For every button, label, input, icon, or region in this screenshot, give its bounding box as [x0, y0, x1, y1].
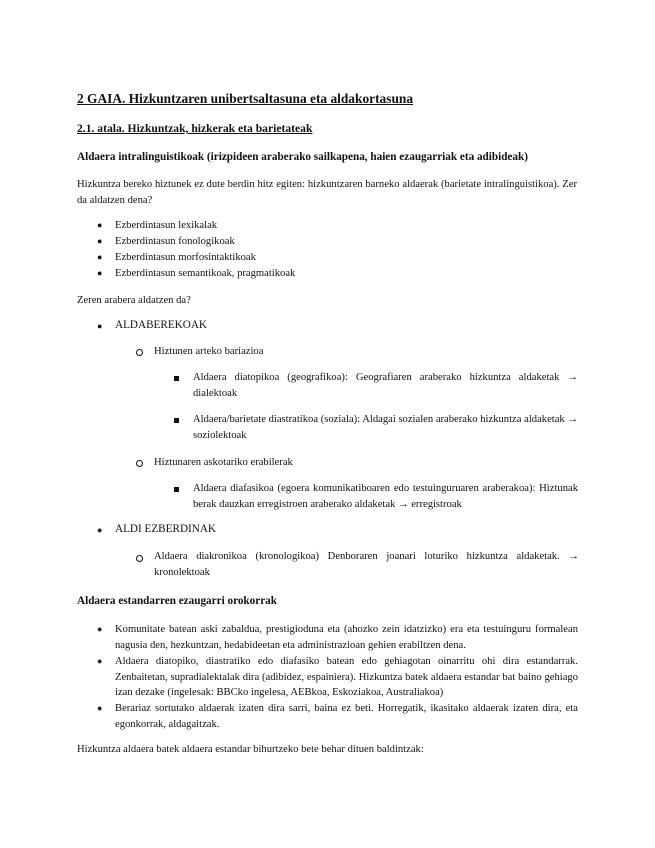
list-item: Berariaz sortutako aldaerak izaten dira sarri, baina ez beti. Horregatik, ikasitako aldaerak izaten dira, eta egonkorrak, aldagaitzak. [115, 703, 578, 730]
sub-category-erabilerak: Hiztunaren askotariko erabilerak [154, 457, 293, 468]
square-bullet [174, 418, 179, 423]
list-item: Ezberdintasun lexikalak [115, 220, 218, 231]
list-item: Aldaera/barietate diastratikoa (soziala): Aldagai sozialen araberako hizkuntza aldaketak → soziolektoak [193, 414, 578, 441]
subheading-intralinguistic: Aldaera intralinguistikoak (irizpideen araberako sailkapena, haien ezaugarriak eta adibideak) [77, 151, 528, 163]
list-item: Ezberdintasun morfosintaktikoak [115, 252, 256, 263]
list-item: Aldaera diafasikoa (egoera komunikatiboaren edo testuinguruaren araberakoa): Hiztunak berak dauzkan erregistroen araberako aldaketak → erregistroak [193, 483, 578, 510]
bullet-dot: ● [97, 624, 103, 634]
square-bullet [174, 487, 179, 492]
bullet-dot: ● [97, 703, 103, 713]
bullet-dot: ● [97, 321, 103, 331]
list-item: Aldaera diatopikoa (geografikoa): Geografiaren araberako hizkuntza aldaketak → dialektoak [193, 372, 578, 399]
bullet-dot: ● [97, 525, 103, 535]
category-aldi-ezberdinak: ALDI EZBERDINAK [115, 523, 216, 535]
category-aldaberekoak: ALDABEREKOAK [115, 319, 207, 331]
circle-bullet [136, 460, 143, 467]
circle-bullet [136, 349, 143, 356]
bullet-dot: ● [97, 236, 103, 246]
intro-paragraph: Hizkuntza bereko hiztunek ez dute berdin hitz egiten: hizkuntzaren barneko aldaerak (barietate intralinguistikoa). Zer da aldatzen dena? [77, 179, 577, 206]
list-item: Komunitate batean aski zabaldua, prestigioduna eta (ahozko zein idatzizko) era eta testuinguru formalean nagusia den, hezkuntzan, hedabideetan eta administrazioan gehien erabiltzen dena. [115, 624, 578, 651]
square-bullet [174, 376, 179, 381]
bullet-dot: ● [97, 220, 103, 230]
circle-bullet [136, 555, 143, 562]
list-item: Ezberdintasun semantikoak, pragmatikoak [115, 268, 296, 279]
closing-paragraph: Hizkuntza aldaera batek aldaera estandar bihurtzeko bete behar dituen baldintzak: [77, 744, 424, 755]
list-item: Aldaera diakronikoa (kronologikoa) Denboraren joanari loturiko hizkuntza aldaketak. → kronolektoak [154, 551, 579, 578]
question-paragraph: Zeren arabera aldatzen da? [77, 295, 191, 306]
section-heading: 2.1. atala. Hizkuntzak, hizkerak eta barietateak [77, 122, 313, 135]
bullet-dot: ● [97, 656, 103, 666]
page-title: 2 GAIA. Hizkuntzaren unibertsaltasuna eta aldakortasuna [77, 91, 414, 106]
sub-category-hiztunen: Hiztunen arteko bariazioa [154, 346, 264, 357]
list-item: Ezberdintasun fonologikoak [115, 236, 235, 247]
bullet-dot: ● [97, 252, 103, 262]
list-item: Aldaera diatopiko, diastratiko edo diafasiko batean edo gehiagotan oinarritu ohi dira estandarrak. Zenbaitetan, supradialektalak dira (adibidez, espainiera). Hizkuntza batek aldaera estandar bat baino gehiago izan dezake (ingelesak: BBCko ingelesa, AEBkoa, Eskoziakoa, Australiakoa) [115, 656, 578, 699]
subheading-standard: Aldaera estandarren ezaugarri orokorrak [77, 595, 277, 607]
bullet-dot: ● [97, 268, 103, 278]
